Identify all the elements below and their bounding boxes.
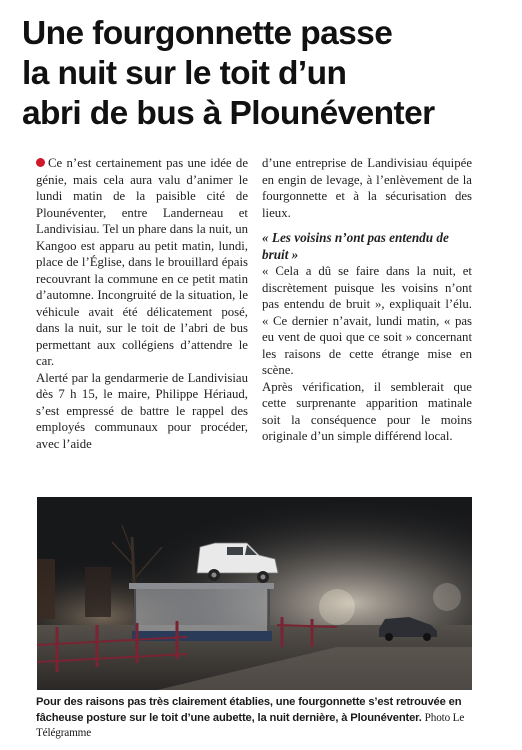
- photo-credit: Photo Le Télégramme: [36, 711, 465, 739]
- headline-line: abri de bus à Plounéventer: [22, 95, 435, 132]
- photo-scene: [37, 497, 472, 690]
- body-paragraph: « Cela a dû se faire dans la nuit, et discrètement puisque les voisins n’ont pas entendu de bruit », expliquait l’élu. « Ce dernier n’avait, lundi matin, « pas eu vent de quoi que ce soit » concernant les raisons de cette étrange mise en scène.: [262, 264, 472, 377]
- photo-caption: [36, 695, 476, 742]
- article-column-right: [262, 155, 472, 445]
- body-paragraph-text: Ce n’est certainement pas une idée de génie, mais cela aura valu d’animer le lundi matin de la paisible cité de Plounéventer, entre Landerneau et Landivisiau. Tel un phare dans la nuit, un Kangoo est apparu au petit matin, lundi, place de l’Église, dans le brouillard épais recouvrant la commune en ce petit matin d’automne. Incongruité de la situation, le véhicule avait été délicatement posé, dans la nuit, sur le toit de l’abri de bus permettant aux collégiens d’attendre le car.: [36, 156, 248, 368]
- headline-line: la nuit sur le toit d’un: [22, 55, 347, 92]
- bus-shelter-icon: [129, 583, 274, 641]
- body-paragraph: Alerté par la gendarmerie de Landivisiau dès 7 h 15, le maire, Philippe Hériaud, s’est empressé de battre le rappel des employés communaux pour procéder, avec l’aide: [36, 370, 248, 451]
- article-column-left: [36, 155, 248, 452]
- subheading: « Les voisins n’ont pas entendu de bruit »: [262, 230, 449, 262]
- body-paragraph: Après vérification, il semblerait que cette surprenante apparition matinale soit la conséquence pour le moins originale d’un simple différend local.: [262, 379, 472, 443]
- body-paragraph: [36, 155, 248, 370]
- headline-line: Une fourgonnette passe: [22, 15, 393, 52]
- headline: [22, 14, 502, 134]
- article-photo: [37, 497, 472, 690]
- caption-text: Pour des raisons pas très clairement établies, une fourgonnette s’est retrouvée en fâcheuse posture sur le toit d’une aubette, la nuit dernière, à Plounéventer.: [36, 696, 462, 724]
- body-paragraph: d’une entreprise de Landivisiau équipée en engin de levage, à l’enlèvement de la fourgonnette et à la sécurisation des lieux.: [262, 156, 472, 220]
- bullet-dot-icon: [36, 158, 45, 167]
